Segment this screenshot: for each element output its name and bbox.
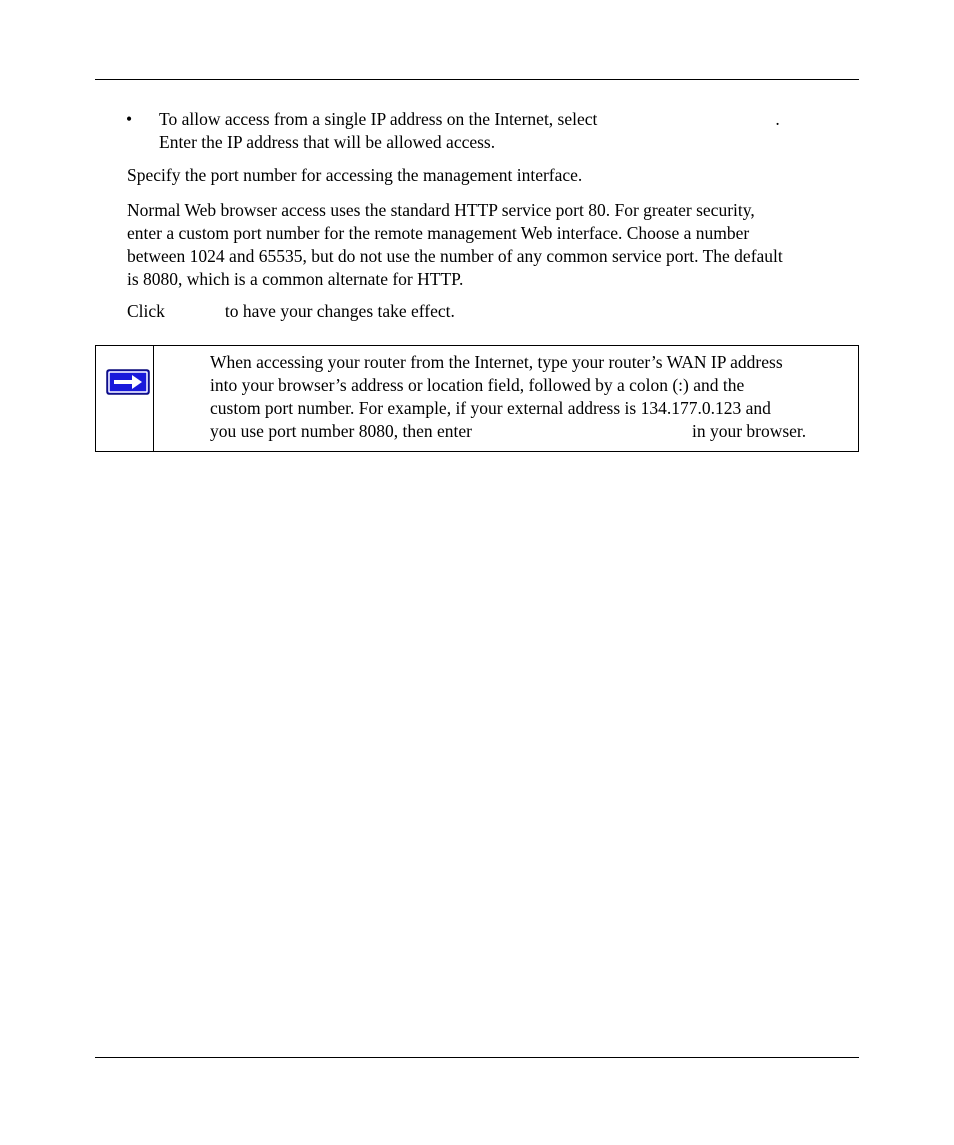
paragraph-click-instruction — [127, 300, 455, 323]
bullet-line-2: Enter the IP address that will be allowed access. — [159, 132, 496, 152]
bullet-marker: • — [126, 109, 133, 129]
note-line-3: custom port number. For example, if your external address is 134.177.0.123 and — [210, 398, 771, 418]
paragraph-port-line-2: enter a custom port number for the remote management Web interface. Choose a number — [127, 223, 750, 243]
paragraph-port-line-1: Normal Web browser access uses the standard HTTP service port 80. For greater security, — [127, 200, 755, 220]
note-line-2: into your browser’s address or location field, followed by a colon (:) and the — [210, 375, 745, 395]
paragraph-port-line-3: between 1024 and 65535, but do not use the number of any common service port. The default — [127, 246, 783, 266]
click-word: Click — [127, 301, 165, 321]
bullet-line-1-text: To allow access from a single IP address on the Internet, select — [159, 109, 598, 129]
note-line-4-start: you use port number 8080, then enter — [210, 421, 472, 441]
note-line-4-end: in your browser. — [691, 421, 807, 441]
header-rule — [95, 79, 859, 80]
bullet-line-1-end: . — [775, 109, 780, 129]
paragraph-port-line-4: is 8080, which is a common alternate for HTTP. — [127, 269, 464, 289]
paragraph-port-intro: Specify the port number for accessing the management interface. — [127, 165, 583, 185]
note-box — [95, 345, 859, 452]
click-rest: to have your changes take effect. — [224, 301, 455, 321]
note-line-4 — [210, 420, 806, 443]
note-line-1: When accessing your router from the Internet, type your router’s WAN IP address — [210, 352, 783, 372]
bullet-line-1 — [159, 108, 780, 131]
right-arrow-icon — [106, 369, 150, 395]
footer-rule — [95, 1057, 859, 1058]
note-divider — [153, 346, 154, 451]
